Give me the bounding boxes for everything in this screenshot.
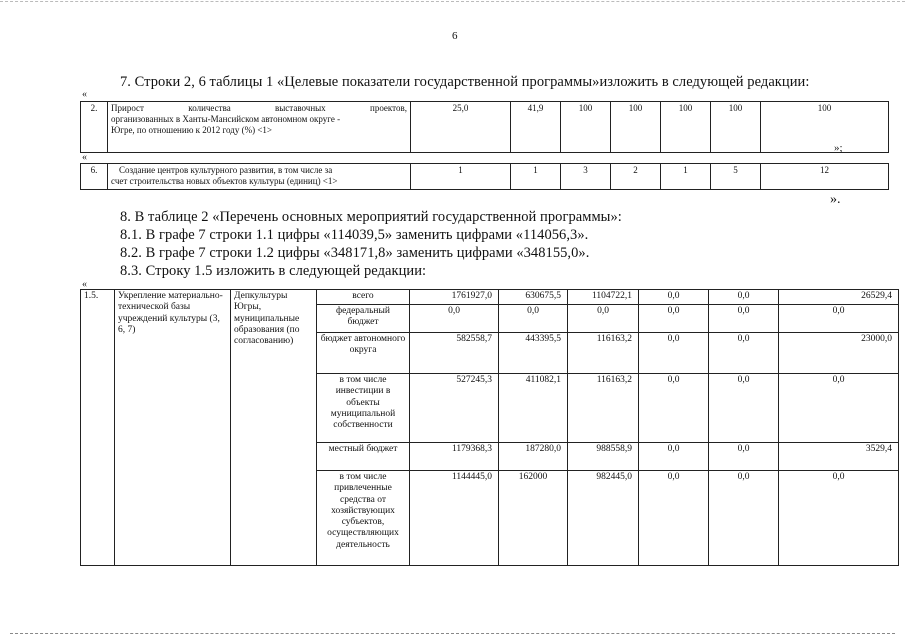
value-cell: 411082,1 [499, 374, 568, 443]
value-cell: 0,0 [709, 471, 779, 566]
value-cell: 0,0 [779, 374, 899, 443]
description-line: Создание центров культурного развития, в том числе за [119, 165, 333, 175]
value-cell: 1144445,0 [410, 471, 499, 566]
description-line: счет строительства новых объектов культуры (единиц) <1> [111, 176, 338, 186]
funding-source: в том числе привлеченные средства от хозяйствующих субъектов, осуществляющих деятельность [317, 471, 410, 566]
value-cell: 0,0 [639, 333, 709, 374]
value-cell: 0,0 [709, 333, 779, 374]
value-cell: 116163,2 [568, 333, 639, 374]
quote-close-1: »; [834, 142, 843, 154]
funding-source: всего [317, 290, 410, 305]
value-cell: 100 [661, 102, 711, 153]
paragraph-8: 8. В таблице 2 «Перечень основных мероприятий государственной программы»: [120, 209, 622, 225]
description-line: организованных в Ханты-Мансийском автономном округе - [111, 114, 341, 124]
value-cell: 630675,5 [499, 290, 568, 305]
value-cell: 12 [761, 164, 889, 190]
value-cell: 0,0 [639, 305, 709, 333]
value-cell: 0,0 [779, 471, 899, 566]
paragraph-8-2: 8.2. В графе 7 строки 1.2 цифры «348171,8» заменить цифрами «348155,0». [120, 245, 590, 261]
activity-name: Укрепление материально-технической базы учреждений культуры (3, 6, 7) [115, 290, 231, 566]
value-cell: 100 [611, 102, 661, 153]
value-cell: 0,0 [499, 305, 568, 333]
value-cell: 1 [411, 164, 511, 190]
value-cell: 0,0 [709, 443, 779, 471]
value-cell: 0,0 [709, 305, 779, 333]
funding-source: в том числе инвестиции в объекты муниципальной собственности [317, 374, 410, 443]
target-indicators-row-2 [80, 101, 889, 153]
funding-source: бюджет автономного округа [317, 333, 410, 374]
funding-source: федеральный бюджет [317, 305, 410, 333]
value-cell: 0,0 [568, 305, 639, 333]
value-cell: 0,0 [779, 305, 899, 333]
executor: Депкультуры Югры, муниципальные образования (по согласованию) [231, 290, 317, 566]
value-cell: 982445,0 [568, 471, 639, 566]
quote-open-3: « [82, 279, 87, 290]
description-line: Прирост количества выставочных проектов, [111, 103, 407, 113]
scan-edge-top [0, 1, 905, 2]
row-number: 1.5. [81, 290, 115, 566]
value-cell: 0,0 [639, 290, 709, 305]
indicator-description [108, 102, 411, 153]
value-cell: 162000 [499, 471, 568, 566]
value-cell: 1 [661, 164, 711, 190]
value-cell: 23000,0 [779, 333, 899, 374]
quote-open-2: « [82, 152, 87, 163]
value-cell: 1 [511, 164, 561, 190]
value-cell: 988558,9 [568, 443, 639, 471]
value-cell: 0,0 [410, 305, 499, 333]
value-cell: 100 [761, 102, 889, 153]
paragraph-7: 7. Строки 2, 6 таблицы 1 «Целевые показатели государственной программы»изложить в следующей редакции: [120, 74, 810, 90]
quote-close-2: ». [830, 192, 841, 207]
value-cell: 0,0 [709, 290, 779, 305]
scan-edge-bottom [10, 633, 895, 634]
row-number: 6. [81, 164, 108, 190]
value-cell: 25,0 [411, 102, 511, 153]
value-cell: 1104722,1 [568, 290, 639, 305]
value-cell: 116163,2 [568, 374, 639, 443]
value-cell: 443395,5 [499, 333, 568, 374]
value-cell: 1761927,0 [410, 290, 499, 305]
value-cell: 0,0 [639, 443, 709, 471]
value-cell: 41,9 [511, 102, 561, 153]
value-cell: 100 [561, 102, 611, 153]
value-cell: 26529,4 [779, 290, 899, 305]
page-number: 6 [452, 30, 458, 42]
main-activities-row-1-5 [80, 289, 899, 566]
value-cell: 1179368,3 [410, 443, 499, 471]
value-cell: 0,0 [639, 471, 709, 566]
row-number: 2. [81, 102, 108, 153]
value-cell: 3 [561, 164, 611, 190]
indicator-description [108, 164, 411, 190]
quote-open-1: « [82, 89, 87, 100]
paragraph-8-1: 8.1. В графе 7 строки 1.1 цифры «114039,5» заменить цифрами «114056,3». [120, 227, 589, 243]
value-cell: 2 [611, 164, 661, 190]
value-cell: 527245,3 [410, 374, 499, 443]
paragraph-8-3: 8.3. Строку 1.5 изложить в следующей редакции: [120, 263, 427, 279]
value-cell: 187280,0 [499, 443, 568, 471]
funding-source: местный бюджет [317, 443, 410, 471]
value-cell: 582558,7 [410, 333, 499, 374]
value-cell: 3529,4 [779, 443, 899, 471]
description-line: Югре, по отношению к 2012 году (%) <1> [111, 125, 272, 135]
target-indicators-row-6 [80, 163, 889, 190]
value-cell: 5 [711, 164, 761, 190]
value-cell: 0,0 [639, 374, 709, 443]
value-cell: 0,0 [709, 374, 779, 443]
value-cell: 100 [711, 102, 761, 153]
